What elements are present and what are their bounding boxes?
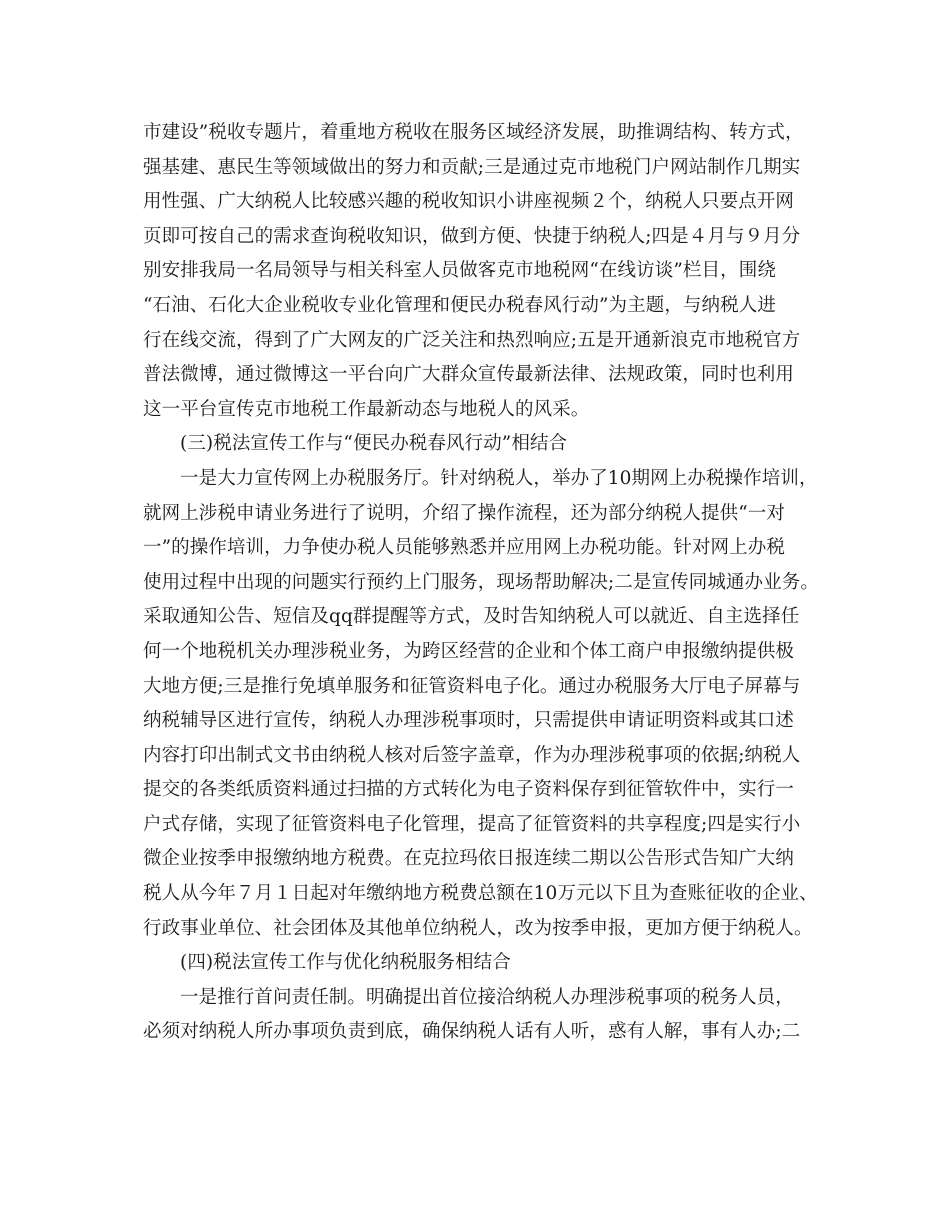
paragraph-first-line: 一是大力宣传网上办税服务厅。针对纳税人，举办了10期网上办税操作培训，	[180, 467, 818, 489]
text-line: 市建设”税收专题片，着重地方税收在服务区域经济发展，助推调结构、转方式，	[143, 122, 804, 143]
body-text	[143, 116, 823, 1050]
text-line: 普法微博，通过微博这一平台向广大群众宣传最新法律、法规政策，同时也利用	[143, 364, 795, 386]
text-line: 提交的各类纸质资料通过扫描的方式转化为电子资料保存到征管软件中，实行一	[143, 779, 795, 801]
text-line: 采取通知公告、短信及qq群提醒等方式，及时告知纳税人可以就近、自主选择任	[143, 606, 800, 628]
text-line: 税人从今年７月１日起对年缴纳地方税费总额在10万元以下且为查账征收的企业、	[143, 883, 818, 905]
text-line: 使用过程中出现的问题实行预约上门服务，现场帮助解决;二是宣传同城通办业务。	[143, 571, 819, 593]
text-line: 微企业按季申报缴纳地方税费。在克拉玛依日报连续二期以公告形式告知广大纳	[143, 848, 795, 870]
text-line: 就网上涉税申请业务进行了说明，介绍了操作流程，还为部分纳税人提供“一对	[143, 502, 785, 524]
text-line: 大地方便;三是推行免填单服务和征管资料电子化。通过办税服务大厅电子屏幕与	[143, 675, 801, 697]
text-line: 强基建、惠民生等领域做出的努力和贡献;三是通过克市地税门户网站制作几期实	[143, 156, 801, 178]
text-line: 别安排我局一名局领导与相关科室人员做客克市地税网“在线访谈”栏目，围绕	[143, 260, 776, 282]
text-line: 户式存储，实现了征管资料电子化管理，提高了征管资料的共享程度;四是实行小	[143, 813, 801, 835]
paragraph-first-line: 一是推行首问责任制。明确提出首位接洽纳税人办理涉税事项的税务人员，	[180, 986, 794, 1008]
text-line: 内容打印出制式文书由纳税人核对后签字盖章，作为办理涉税事项的依据;纳税人	[143, 744, 801, 766]
text-line: 何一个地税机关办理涉税业务，为跨区经营的企业和个体工商户申报缴纳提供极	[143, 640, 795, 662]
text-line: 页即可按自己的需求查询税收知识，做到方便、快捷于纳税人;四是４月与９月分	[143, 225, 801, 247]
section-heading: (三)税法宣传工作与“便民办税春风行动”相结合	[180, 433, 568, 455]
text-line: 这一平台宣传克市地税工作最新动态与地税人的风采。	[143, 398, 590, 420]
text-line: 行政事业单位、社会团体及其他单位纳税人，改为按季申报，更加方便于纳税人。	[143, 917, 813, 939]
text-line: 纳税辅导区进行宣传，纳税人办理涉税事项时，只需提供申请证明资料或其口述	[143, 710, 795, 732]
text-line: 行在线交流，得到了广大网友的广泛关注和热烈响应;五是开通新浪克市地税官方	[143, 329, 801, 351]
text-line: 必须对纳税人所办事项负责到底，确保纳税人话有人听，惑有人解，事有人办;二	[143, 1021, 801, 1043]
text-line: 一”的操作培训，力争使办税人员能够熟悉并应用网上办税功能。针对网上办税	[143, 537, 785, 559]
text-line: “石油、石化大企业税收专业化管理和便民办税春风行动”为主题，与纳税人进	[143, 294, 776, 316]
section-heading: (四)税法宣传工作与优化纳税服务相结合	[180, 952, 511, 974]
text-line: 用性强、广大纳税人比较感兴趣的税收知识小讲座视频２个，纳税人只要点开网	[143, 191, 795, 213]
